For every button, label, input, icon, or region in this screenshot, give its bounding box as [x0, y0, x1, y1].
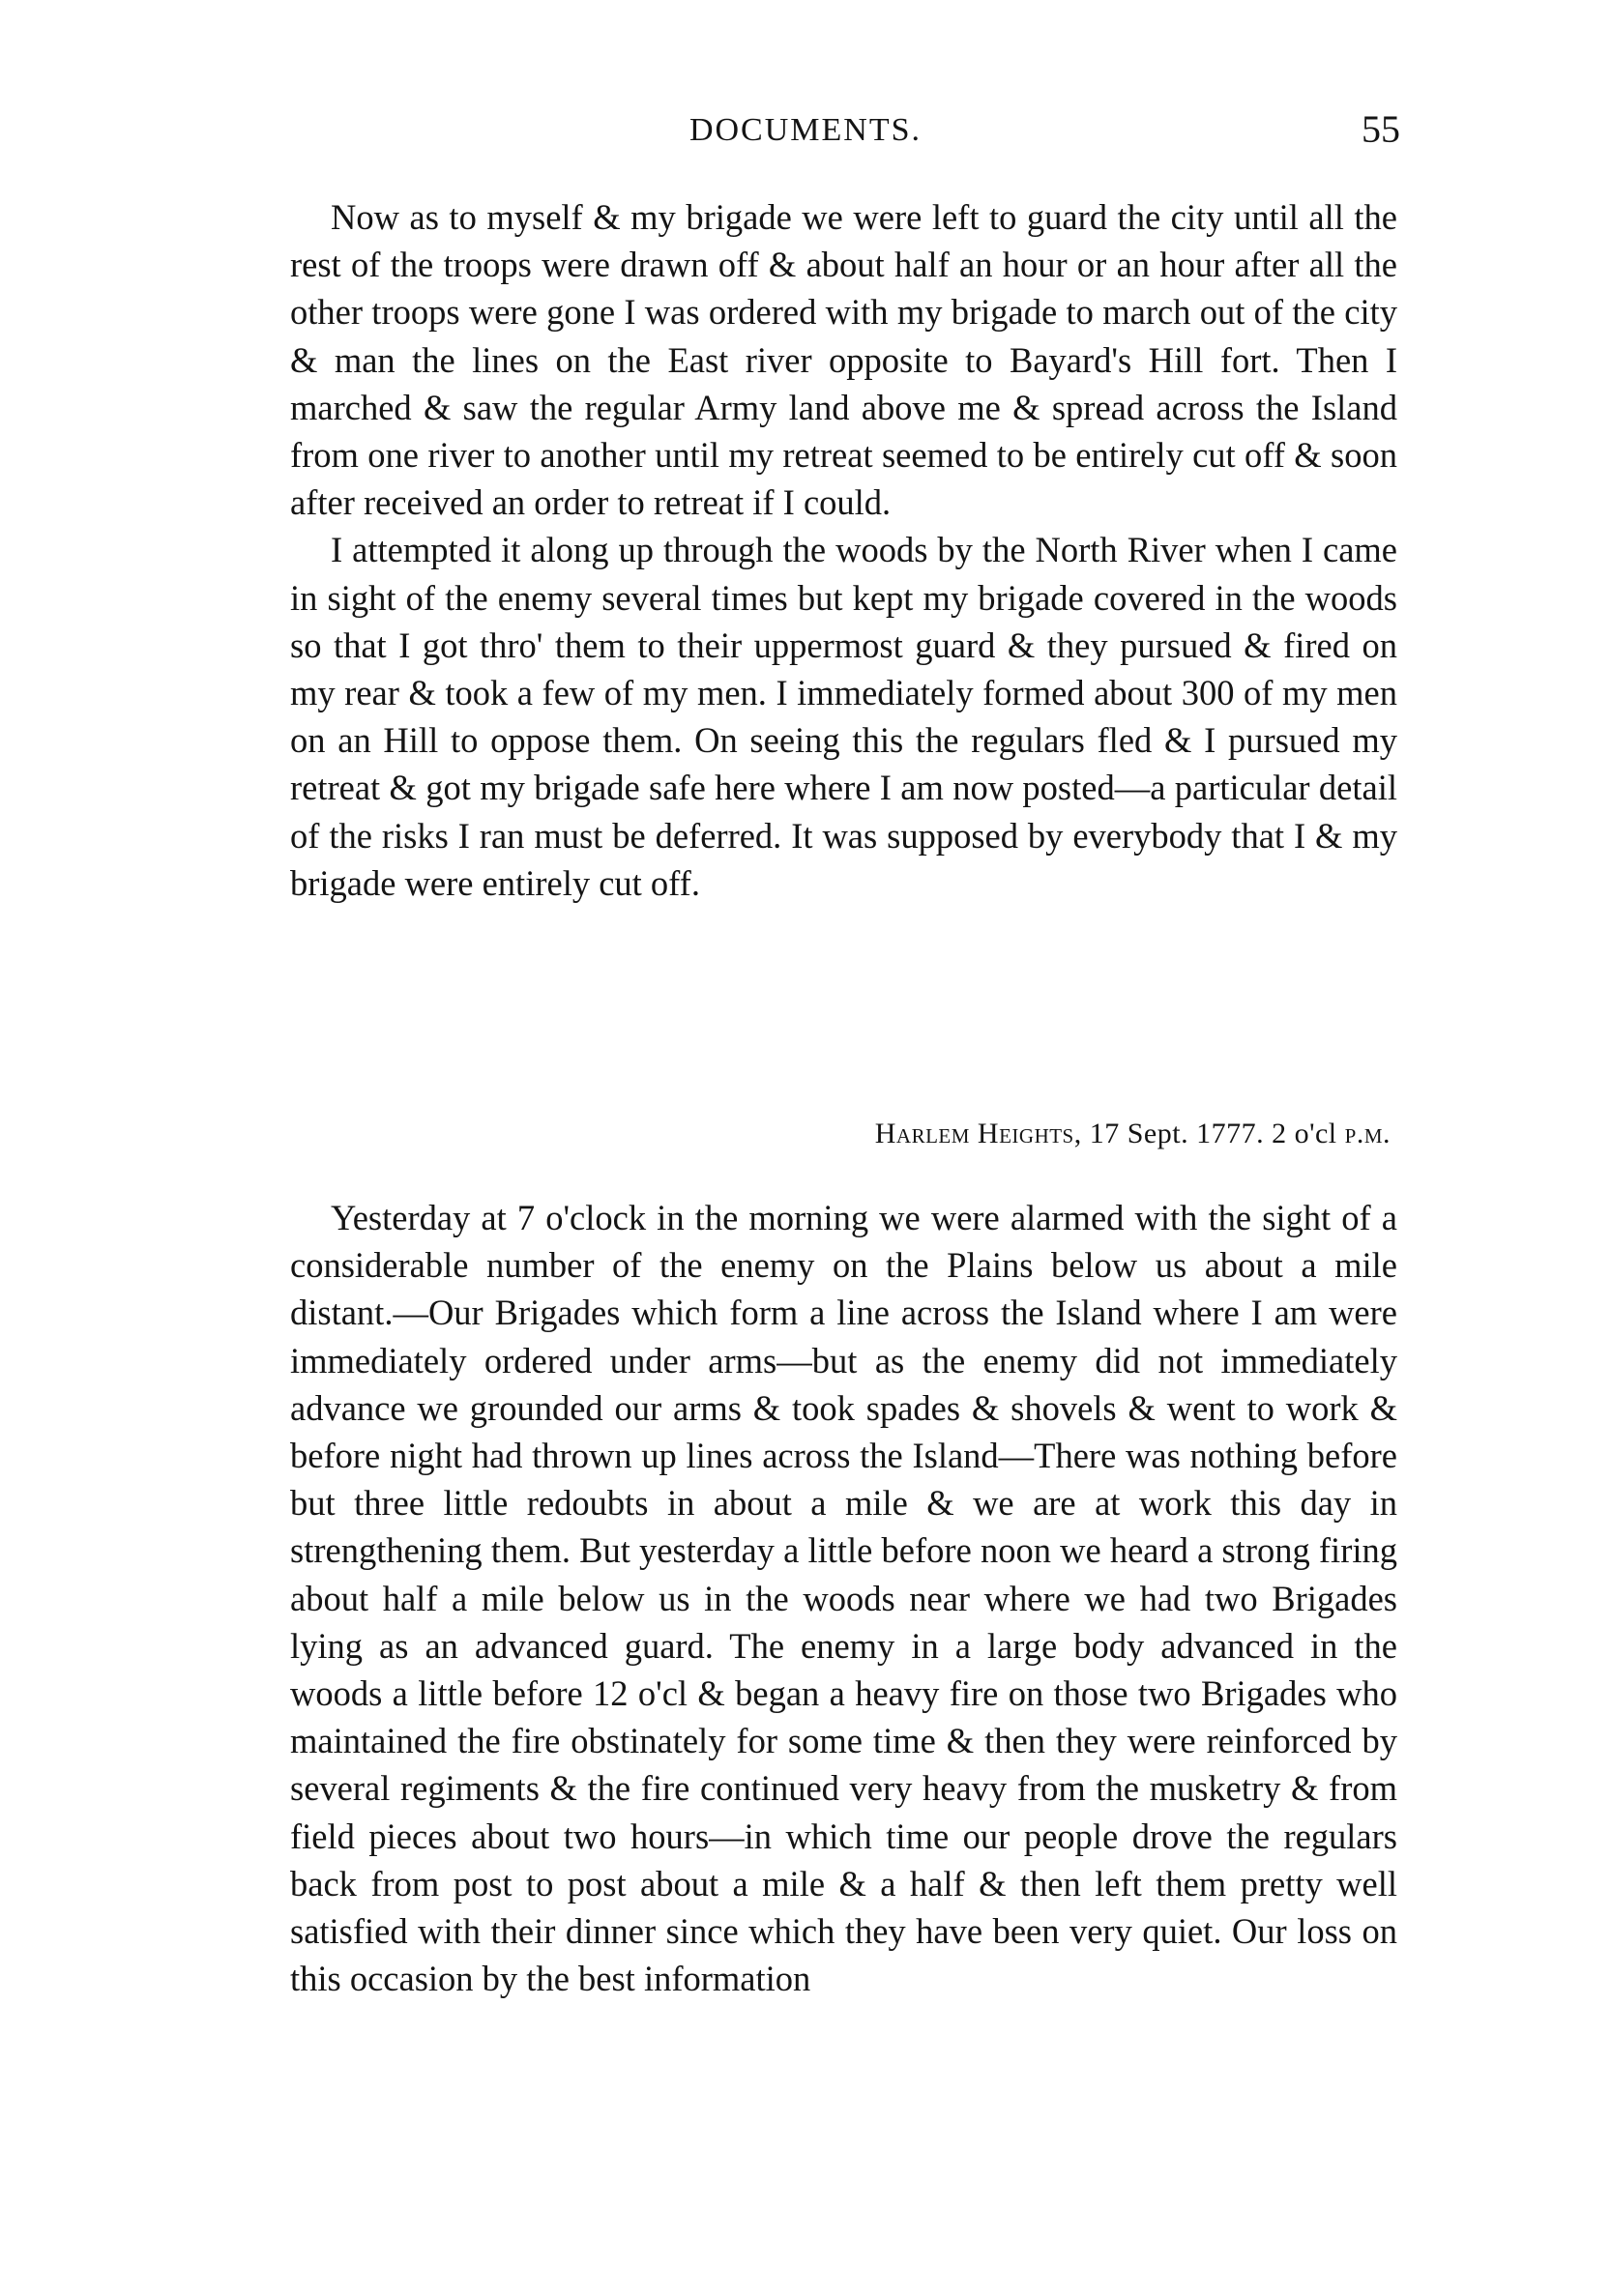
dateline-time: p.m.	[1344, 1118, 1391, 1149]
letter-dateline	[875, 1118, 1391, 1150]
paragraph: I attempted it along up through the woods by the North River when I came in sight of the enemy several times but kept my brigade covered in the woods so that I got thro' them to their uppermost guard & they pursued & fired on my rear & took a few of my men. I immediately formed about 300 of my men on an Hill to oppose them. On seeing this the regulars fled & I pursued my retreat & got my brigade safe here where I am now posted—a particular detail of the risks I ran must be deferred. It was supposed by everybody that I & my brigade were entirely cut off.	[290, 530, 1397, 903]
running-head	[0, 106, 1611, 164]
letter-section-2	[290, 1194, 1397, 2002]
paragraph: Now as to myself & my brigade we were left to guard the city until all the rest of the troops were drawn off & about half an hour or an hour after all the other troops were gone I was ordered with my brigade to march out of the city & man the lines on the East river opposite to Bayard's Hill fort. Then I marched & saw the regular Army land above me & spread across the Island from one river to another until my retreat seemed to be entirely cut off & soon after received an order to retreat if I could.	[290, 197, 1397, 523]
paragraph: Yesterday at 7 o'clock in the morning we were alarmed with the sight of a considerable number of the enemy on the Plains below us about a mile distant.—Our Brigades which form a line across the Island where I am were immediately ordered under arms—but as the enemy did not immediately advance we grounded our arms & took spades & shovels & went to work & before night had thrown up lines across the Island—There was nothing before but three little redoubts in about a mile & we are at work this day in strengthening them. But yesterday a little before noon we heard a strong firing about half a mile below us in the woods near where we had two Brigades lying as an advanced guard. The enemy in a large body advanced in the woods a little before 12 o'cl & began a heavy fire on those two Brigades who maintained the fire obstinately for some time & then they were reinforced by several regiments & the fire continued very heavy from the musketry & from field pieces about two hours—in which time our people drove the regulars back from post to post about a mile & a half & then left them pretty well satisfied with their dinner since which they have been very quiet. Our loss on this occasion by the best information	[290, 1198, 1397, 1999]
dateline-place: Harlem Heights,	[874, 1118, 1082, 1149]
page-number: 55	[1362, 107, 1400, 151]
letter-section-1	[290, 193, 1397, 907]
dateline-date: 17 Sept. 1777. 2 o'cl	[1089, 1118, 1337, 1149]
running-head-title: DOCUMENTS.	[688, 112, 923, 148]
